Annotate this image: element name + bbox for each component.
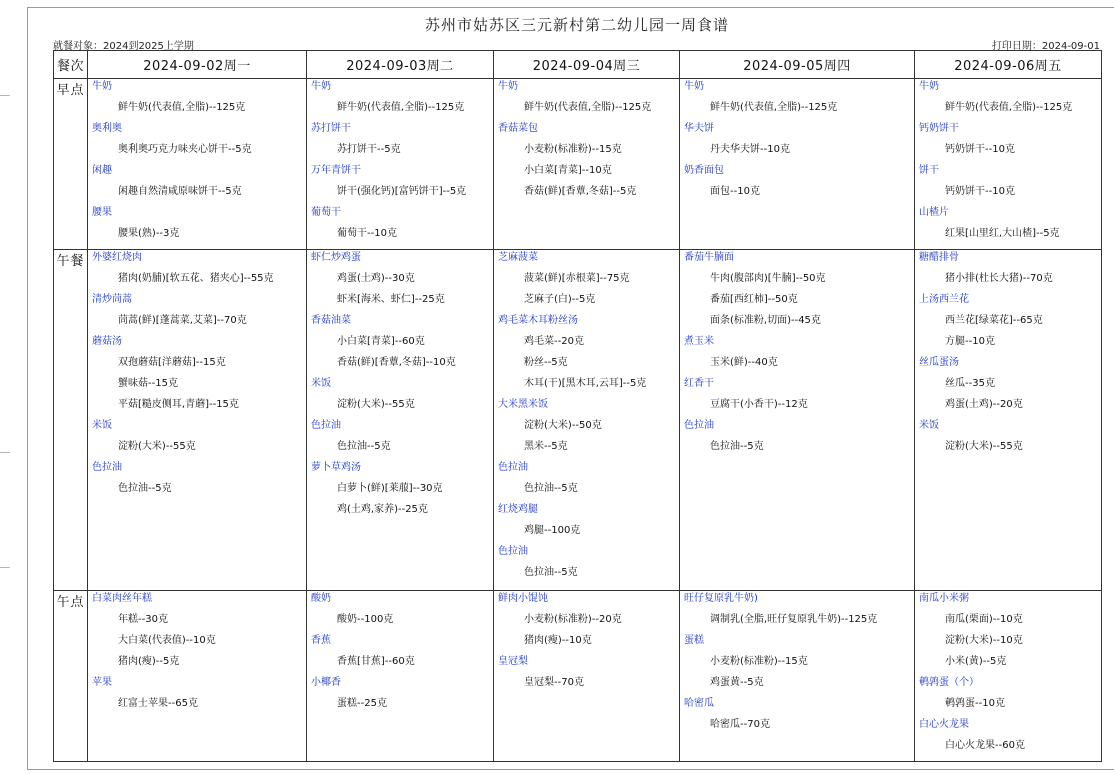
ingredient-amount: 小麦粉(标准粉)--20克 [524, 614, 622, 625]
ingredient-amount: 面条(标准粉,切面)--45克 [710, 315, 821, 326]
dish-name: 鲜肉小馄饨 [498, 593, 548, 604]
dish-name: 南瓜小米粥 [919, 593, 969, 604]
ingredient-amount: 色拉油--5克 [118, 483, 172, 494]
dish-list [494, 591, 679, 689]
dish-name: 米饭 [311, 378, 331, 389]
ingredient-amount: 茼蒿(鲜)[蓬蒿菜,艾菜]--70克 [118, 315, 247, 326]
dish-name: 色拉油 [92, 462, 122, 473]
ingredient-amount: 哈密瓜--70克 [710, 719, 770, 730]
dish-list [88, 591, 306, 710]
day-header: 2024-09-03周二 [307, 51, 494, 79]
ingredient-amount: 牛肉(腹部肉)[牛腩]--50克 [710, 273, 826, 284]
dish-name: 上汤西兰花 [919, 294, 969, 305]
ingredient-amount: 钙奶饼干--10克 [945, 144, 1015, 155]
dish-name: 奶香面包 [684, 165, 724, 176]
dish-name: 牛奶 [311, 81, 331, 92]
ingredient-amount: 小白菜[青菜]--10克 [524, 165, 612, 176]
dish-list [915, 591, 1101, 752]
day-menu-cell [494, 591, 680, 762]
meal-row [54, 79, 1102, 250]
dish-list [88, 250, 306, 495]
day-menu-cell [680, 79, 915, 250]
day-menu-cell [494, 79, 680, 250]
ingredient-amount: 猪肉(奶脯)[软五花、猪夹心]--55克 [118, 273, 274, 284]
ingredient-amount: 奥利奥巧克力味夹心饼干--5克 [118, 144, 252, 155]
day-menu-cell [915, 591, 1102, 762]
ingredient-amount: 白心火龙果--60克 [945, 740, 1025, 751]
dish-name: 饼干 [919, 165, 939, 176]
ingredient-amount: 粉丝--5克 [524, 357, 568, 368]
dish-name: 华夫饼 [684, 123, 714, 134]
dish-name: 牛奶 [684, 81, 704, 92]
diner-target: 就餐对象：2024到2025上学期 [53, 41, 194, 52]
ingredient-amount: 丹夫华夫饼--10克 [710, 144, 790, 155]
dish-name: 奥利奥 [92, 123, 122, 134]
meal-label: 午餐 [54, 250, 88, 591]
dish-name: 外婆红烧肉 [92, 252, 142, 263]
dish-name: 苹果 [92, 677, 112, 688]
dish-name: 大米黑米饭 [498, 399, 548, 410]
dish-name: 香菇油菜 [311, 315, 351, 326]
ingredient-amount: 红果[山里红,大山楂]--5克 [945, 228, 1060, 239]
dish-list [915, 250, 1101, 453]
ingredient-amount: 木耳(干)[黑木耳,云耳]--5克 [524, 378, 647, 389]
ingredient-amount: 香菇(鲜)[香蕈,冬菇]--10克 [337, 357, 456, 368]
dish-list [88, 79, 306, 240]
dish-name: 钙奶饼干 [919, 123, 959, 134]
dish-name: 蘑菇汤 [92, 336, 122, 347]
ingredient-amount: 方腿--10克 [945, 336, 995, 347]
ingredient-amount: 色拉油--5克 [524, 483, 578, 494]
day-menu-cell [88, 79, 307, 250]
ingredient-amount: 双孢蘑菇[洋蘑菇]--15克 [118, 357, 226, 368]
dish-list [915, 79, 1101, 240]
day-menu-cell [307, 591, 494, 762]
ingredient-amount: 黑米--5克 [524, 441, 568, 452]
meal-row [54, 591, 1102, 762]
ingredient-amount: 丝瓜--35克 [945, 378, 995, 389]
dish-name: 香蕉 [311, 635, 331, 646]
ingredient-amount: 淀粉(大米)--55克 [337, 399, 415, 410]
dish-list [307, 591, 493, 710]
ingredient-amount: 闲趣自然清咸原味饼干--5克 [118, 186, 242, 197]
day-menu-cell [88, 250, 307, 591]
ingredient-amount: 白萝卜(鲜)[莱菔]--30克 [337, 483, 443, 494]
dish-name: 芝麻菠菜 [498, 252, 538, 263]
ingredient-amount: 猪肉(瘦)--10克 [524, 635, 592, 646]
header-row [54, 51, 1102, 79]
ingredient-amount: 面包--10克 [710, 186, 760, 197]
ingredient-amount: 大白菜(代表值)--10克 [118, 635, 216, 646]
dish-name: 红烧鸡腿 [498, 504, 538, 515]
dish-name: 牛奶 [92, 81, 112, 92]
dish-name: 闲趣 [92, 165, 112, 176]
ingredient-amount: 猪小排(杜长大猪)--70克 [945, 273, 1053, 284]
ingredient-amount: 小麦粉(标准粉)--15克 [524, 144, 622, 155]
ingredient-amount: 虾米[海米、虾仁]--25克 [337, 294, 445, 305]
dish-name: 虾仁炒鸡蛋 [311, 252, 361, 263]
dish-name: 红香干 [684, 378, 714, 389]
ingredient-amount: 鸡(土鸡,家养)--25克 [337, 504, 428, 515]
ingredient-amount: 鸡蛋(土鸡)--30克 [337, 273, 415, 284]
ingredient-amount: 小米(黄)--5克 [945, 656, 1007, 667]
ingredient-amount: 鲜牛奶(代表值,全脂)--125克 [710, 102, 838, 113]
day-menu-cell [307, 79, 494, 250]
ingredient-amount: 鲜牛奶(代表值,全脂)--125克 [118, 102, 246, 113]
dish-name: 腰果 [92, 207, 112, 218]
day-menu-cell [494, 250, 680, 591]
ingredient-amount: 苏打饼干--5克 [337, 144, 401, 155]
ingredient-amount: 鲜牛奶(代表值,全脂)--125克 [337, 102, 465, 113]
dish-name: 色拉油 [311, 420, 341, 431]
dish-name: 米饭 [919, 420, 939, 431]
meal-column-header: 餐次 [54, 51, 88, 79]
ingredient-amount: 西兰花[绿菜花]--65克 [945, 315, 1043, 326]
ingredient-amount: 小麦粉(标准粉)--15克 [710, 656, 808, 667]
ingredient-amount: 调制乳(全脂,旺仔复原乳牛奶)--125克 [710, 614, 878, 625]
meal-label: 午点 [54, 591, 88, 762]
dish-name: 丝瓜蛋汤 [919, 357, 959, 368]
margin-tick [0, 95, 10, 96]
ingredient-amount: 猪肉(瘦)--5克 [118, 656, 180, 667]
dish-name: 香菇菜包 [498, 123, 538, 134]
ingredient-amount: 菠菜(鲜)[赤根菜]--75克 [524, 273, 630, 284]
dish-name: 白菜肉丝年糕 [92, 593, 152, 604]
print-date: 打印日期：2024-09-01 [991, 41, 1100, 52]
day-header: 2024-09-06周五 [915, 51, 1102, 79]
dish-name: 葡萄干 [311, 207, 341, 218]
dish-name: 苏打饼干 [311, 123, 351, 134]
ingredient-amount: 芝麻子(白)--5克 [524, 294, 596, 305]
day-header: 2024-09-05周四 [680, 51, 915, 79]
dish-name: 色拉油 [684, 420, 714, 431]
ingredient-amount: 红富士苹果--65克 [118, 698, 198, 709]
page-edge-bottom [27, 769, 1114, 770]
dish-name: 清炒茼蒿 [92, 294, 132, 305]
ingredient-amount: 香蕉[甘蕉]--60克 [337, 656, 415, 667]
page-edge-left [27, 7, 28, 769]
dish-name: 牛奶 [919, 81, 939, 92]
day-header: 2024-09-02周一 [88, 51, 307, 79]
ingredient-amount: 淀粉(大米)--55克 [118, 441, 196, 452]
ingredient-amount: 腰果(熟)--3克 [118, 228, 180, 239]
ingredient-amount: 色拉油--5克 [337, 441, 391, 452]
dish-name: 鸡毛菜木耳粉丝汤 [498, 315, 578, 326]
ingredient-amount: 鸡腿--100克 [524, 525, 581, 536]
page-title: 苏州市姑苏区三元新村第二幼儿园一周食谱 [424, 16, 729, 34]
day-menu-cell [88, 591, 307, 762]
ingredient-amount: 豆腐干(小香干)--12克 [710, 399, 808, 410]
ingredient-amount: 蟹味菇--15克 [118, 378, 178, 389]
day-menu-cell [680, 591, 915, 762]
ingredient-amount: 鹌鹑蛋--10克 [945, 698, 1005, 709]
dish-name: 番茄牛腩面 [684, 252, 734, 263]
dish-list [307, 250, 493, 516]
margin-tick [0, 567, 10, 568]
ingredient-amount: 饼干(强化钙)[富钙饼干]--5克 [337, 186, 467, 197]
ingredient-amount: 色拉油--5克 [710, 441, 764, 452]
dish-list [494, 79, 679, 198]
day-menu-cell [915, 79, 1102, 250]
dish-list [680, 591, 914, 731]
dish-name: 米饭 [92, 420, 112, 431]
day-menu-cell [680, 250, 915, 591]
meal-row [54, 250, 1102, 591]
ingredient-amount: 淀粉(大米)--50克 [524, 420, 602, 431]
dish-name: 山楂片 [919, 207, 949, 218]
dish-list [307, 79, 493, 240]
ingredient-amount: 淀粉(大米)--10克 [945, 635, 1023, 646]
dish-name: 色拉油 [498, 462, 528, 473]
meal-label: 早点 [54, 79, 88, 250]
page-edge-top [27, 7, 1114, 8]
weekly-menu-table [53, 50, 1102, 762]
ingredient-amount: 番茄[西红柿]--50克 [710, 294, 798, 305]
dish-name: 牛奶 [498, 81, 518, 92]
dish-name: 鹌鹑蛋（个） [919, 677, 979, 688]
day-header: 2024-09-04周三 [494, 51, 680, 79]
dish-name: 万年青饼干 [311, 165, 361, 176]
ingredient-amount: 淀粉(大米)--55克 [945, 441, 1023, 452]
ingredient-amount: 色拉油--5克 [524, 567, 578, 578]
ingredient-amount: 玉米(鲜)--40克 [710, 357, 778, 368]
dish-name: 蛋糕 [684, 635, 704, 646]
day-menu-cell [307, 250, 494, 591]
dish-name: 旺仔复原乳牛奶) [684, 593, 758, 604]
ingredient-amount: 皇冠梨--70克 [524, 677, 584, 688]
ingredient-amount: 鲜牛奶(代表值,全脂)--125克 [945, 102, 1073, 113]
margin-tick [0, 452, 10, 453]
ingredient-amount: 钙奶饼干--10克 [945, 186, 1015, 197]
dish-list [680, 250, 914, 453]
dish-name: 萝卜草鸡汤 [311, 462, 361, 473]
dish-name: 哈密瓜 [684, 698, 714, 709]
ingredient-amount: 酸奶--100克 [337, 614, 394, 625]
dish-name: 酸奶 [311, 593, 331, 604]
ingredient-amount: 平菇[糙皮侧耳,青蘑]--15克 [118, 399, 239, 410]
dish-name: 小椰香 [311, 677, 341, 688]
ingredient-amount: 香菇(鲜)[香蕈,冬菇]--5克 [524, 186, 637, 197]
ingredient-amount: 小白菜[青菜]--60克 [337, 336, 425, 347]
dish-name: 糖醋排骨 [919, 252, 959, 263]
ingredient-amount: 鲜牛奶(代表值,全脂)--125克 [524, 102, 652, 113]
ingredient-amount: 鸡蛋(土鸡)--20克 [945, 399, 1023, 410]
ingredient-amount: 鸡蛋黄--5克 [710, 677, 764, 688]
ingredient-amount: 南瓜(栗面)--10克 [945, 614, 1023, 625]
ingredient-amount: 葡萄干--10克 [337, 228, 397, 239]
dish-name: 皇冠梨 [498, 656, 528, 667]
dish-name: 白心火龙果 [919, 719, 969, 730]
dish-name: 煮玉米 [684, 336, 714, 347]
ingredient-amount: 年糕--30克 [118, 614, 168, 625]
day-menu-cell [915, 250, 1102, 591]
dish-list [494, 250, 679, 579]
ingredient-amount: 鸡毛菜--20克 [524, 336, 584, 347]
dish-name: 色拉油 [498, 546, 528, 557]
ingredient-amount: 蛋糕--25克 [337, 698, 387, 709]
dish-list [680, 79, 914, 198]
